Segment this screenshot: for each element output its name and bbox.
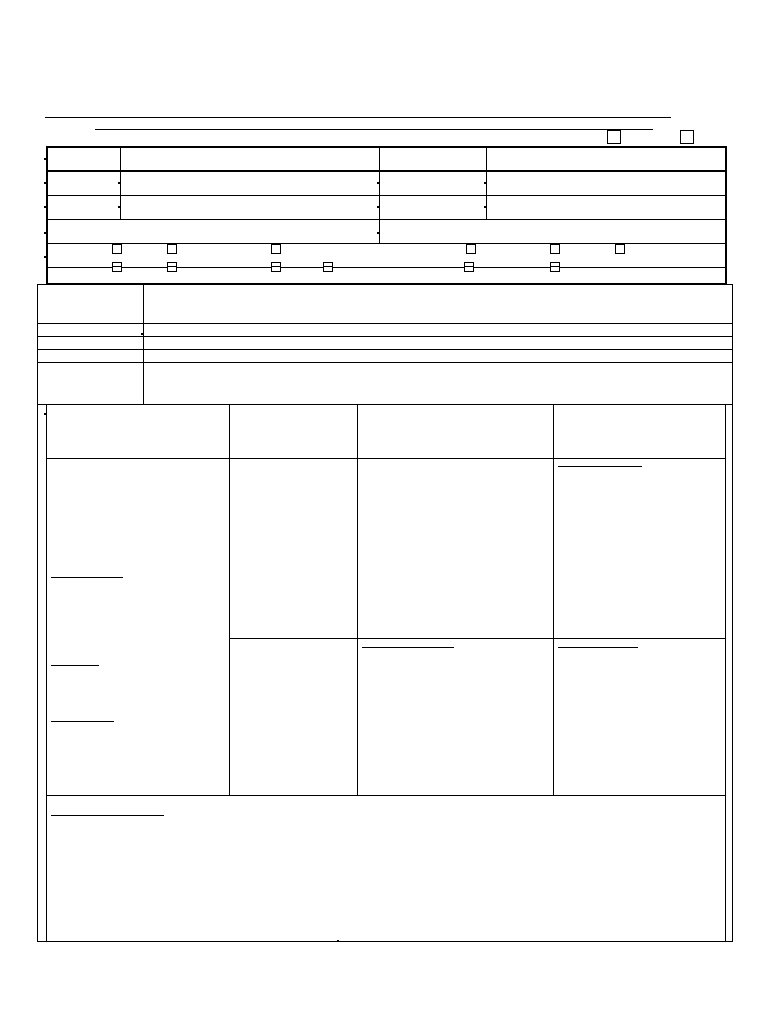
field-input-r3-c4[interactable] bbox=[488, 197, 725, 218]
table-cell-col1[interactable] bbox=[48, 460, 228, 794]
header-col-divider-3 bbox=[486, 147, 487, 219]
header-row-divider-2 bbox=[47, 195, 726, 196]
main-table-inner-left bbox=[46, 405, 47, 941]
main-table-inner-right bbox=[725, 405, 726, 941]
table-cell-col2-top[interactable] bbox=[231, 460, 356, 637]
header-checkbox-1[interactable] bbox=[607, 130, 621, 144]
field-input-r4-left[interactable] bbox=[48, 221, 378, 242]
table-header-divider bbox=[47, 458, 725, 459]
table-col-divider-1 bbox=[229, 405, 230, 796]
option-checkbox-row1-5[interactable] bbox=[550, 244, 560, 254]
field-tick bbox=[44, 206, 46, 208]
option-checkbox-row2-4[interactable] bbox=[323, 262, 333, 272]
field-tick bbox=[118, 182, 120, 184]
field-tick bbox=[44, 256, 46, 258]
table-cell-col3-bottom[interactable] bbox=[359, 650, 552, 794]
middle-input-4[interactable] bbox=[145, 351, 731, 361]
table-cell-col3-top[interactable] bbox=[359, 460, 552, 637]
option-checkbox-row1-2[interactable] bbox=[167, 244, 177, 254]
option-checkbox-row2-2[interactable] bbox=[167, 262, 177, 272]
col4-underline-sub bbox=[558, 647, 638, 648]
header-checkbox-2[interactable] bbox=[680, 130, 694, 144]
field-input-r1-c4[interactable] bbox=[488, 148, 725, 169]
field-tick bbox=[141, 333, 143, 335]
option-checkbox-row2-3[interactable] bbox=[271, 262, 281, 272]
field-input-r3-c2[interactable] bbox=[122, 197, 378, 218]
field-input-r2-c4[interactable] bbox=[488, 172, 725, 194]
option-checkbox-row1-6[interactable] bbox=[615, 244, 625, 254]
col4-underline-top bbox=[558, 466, 642, 467]
field-tick bbox=[484, 182, 486, 184]
bottom-remarks-area[interactable] bbox=[48, 818, 724, 940]
field-tick bbox=[44, 182, 46, 184]
middle-label-divider bbox=[143, 285, 144, 404]
header-row-divider-3 bbox=[47, 219, 726, 220]
table-subrow-divider bbox=[230, 638, 725, 639]
middle-input-1[interactable] bbox=[145, 286, 731, 322]
table-cell-col4-top[interactable] bbox=[555, 470, 724, 637]
col3-underline-sub bbox=[362, 647, 454, 648]
field-tick bbox=[44, 413, 46, 415]
middle-input-5[interactable] bbox=[145, 364, 731, 403]
table-col-divider-2 bbox=[357, 405, 358, 796]
option-checkbox-row2-5[interactable] bbox=[464, 262, 474, 272]
option-checkbox-row1-1[interactable] bbox=[112, 244, 122, 254]
table-cell-col4-bottom[interactable] bbox=[555, 650, 724, 794]
field-input-r2-c2[interactable] bbox=[122, 172, 378, 194]
field-input-r4-right[interactable] bbox=[381, 221, 725, 242]
middle-row-divider-4 bbox=[38, 362, 732, 363]
table-cell-col2-bottom[interactable] bbox=[231, 640, 356, 794]
middle-row-divider-2 bbox=[38, 336, 732, 337]
form-subtitle-rule bbox=[95, 129, 653, 130]
header-row-divider-5 bbox=[47, 267, 726, 268]
header-col-divider-2 bbox=[379, 147, 380, 243]
middle-input-3[interactable] bbox=[145, 338, 731, 348]
field-tick bbox=[484, 206, 486, 208]
table-col-divider-3 bbox=[553, 405, 554, 796]
field-input-r1-c2[interactable] bbox=[122, 148, 378, 169]
middle-input-2[interactable] bbox=[145, 325, 731, 335]
field-tick bbox=[44, 232, 46, 234]
header-col-divider-1 bbox=[120, 147, 121, 219]
option-checkbox-row2-6[interactable] bbox=[550, 262, 560, 272]
middle-row-divider-1 bbox=[38, 323, 732, 324]
option-checkbox-row1-4[interactable] bbox=[466, 244, 476, 254]
option-checkbox-row1-3[interactable] bbox=[271, 244, 281, 254]
field-tick bbox=[118, 206, 120, 208]
bottom-section-underline bbox=[51, 815, 164, 816]
table-bottom-divider bbox=[47, 795, 725, 796]
option-checkbox-row2-1[interactable] bbox=[112, 262, 122, 272]
page-footer-mark bbox=[337, 940, 339, 942]
middle-row-divider-3 bbox=[38, 349, 732, 350]
form-title-rule bbox=[45, 117, 671, 118]
field-tick bbox=[44, 158, 46, 160]
